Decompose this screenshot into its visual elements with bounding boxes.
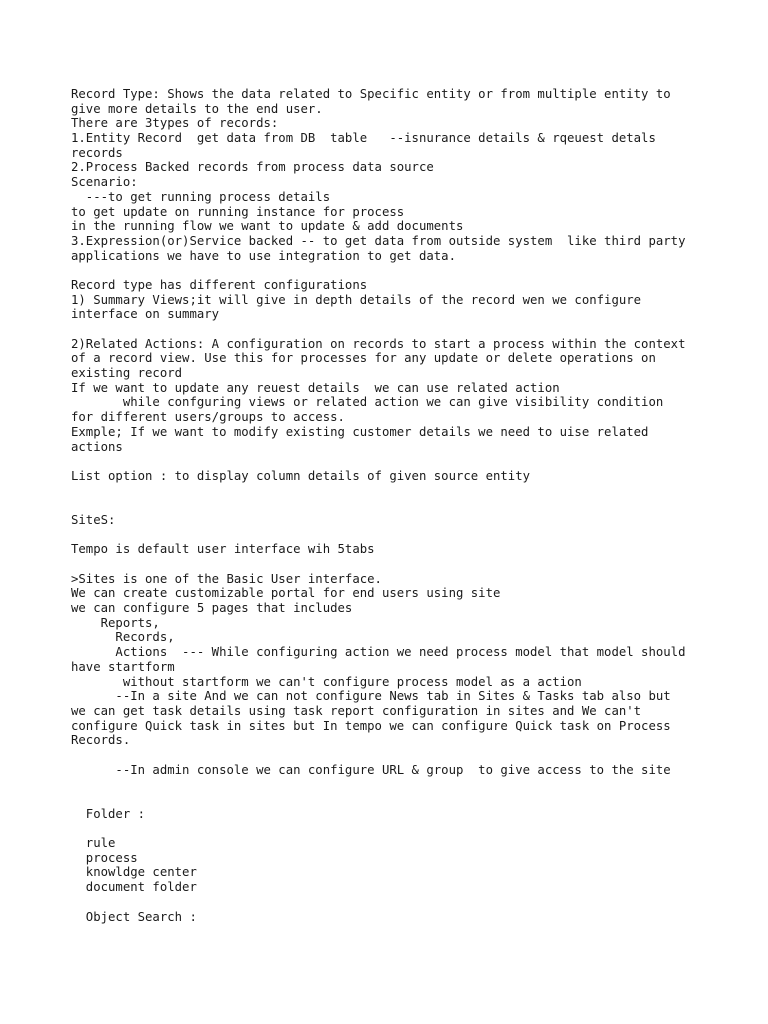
text-line: configure Quick task in sites but In tempo we can configure Quick task on Process: [71, 718, 671, 733]
text-line: 1.Entity Record get data from DB table --isnurance details & rqeuest detals: [71, 131, 656, 146]
text-line: Scenario:: [71, 175, 138, 190]
blank-line: [71, 895, 731, 910]
text-line: >Sites is one of the Basic User interface.: [71, 571, 382, 586]
text-line: records: [71, 145, 123, 160]
text-line: Exmple; If we want to modify existing customer details we need to uise related: [71, 424, 649, 439]
text-line: 3.Expression(or)Service backed -- to get data from outside system like third party: [71, 233, 686, 248]
blank-line: [71, 454, 731, 469]
blank-line: [71, 528, 731, 543]
text-line: applications we have to use integration to get data.: [71, 248, 456, 263]
text-line: interface on summary: [71, 307, 220, 322]
blank-line: [71, 777, 731, 792]
list-item: document folder: [71, 880, 197, 895]
text-line: Record type has different configurations: [71, 277, 368, 292]
text-line: in the running flow we want to update & add documents: [71, 219, 464, 234]
section-heading: Object Search :: [71, 909, 197, 924]
text-line: List option : to display column details of given source entity: [71, 468, 531, 483]
document-page: [71, 87, 731, 924]
text-line: for different users/groups to access.: [71, 410, 345, 425]
text-line: give more details to the end user.: [71, 101, 323, 116]
text-line: we can get task details using task report configuration in sites and We can't: [71, 703, 642, 718]
blank-line: [71, 484, 731, 499]
text-line: Records.: [71, 733, 131, 748]
text-line: we can configure 5 pages that includes: [71, 601, 353, 616]
blank-line: [71, 557, 731, 572]
list-item: process: [71, 850, 138, 865]
text-line: of a record view. Use this for processes for any update or delete operations on: [71, 351, 656, 366]
text-line: Records,: [71, 630, 175, 645]
section-heading: SiteS:: [71, 512, 116, 527]
text-line: 2)Related Actions: A configuration on records to start a process within the context: [71, 336, 686, 351]
list-item: rule: [71, 836, 116, 851]
text-line: actions: [71, 439, 123, 454]
text-line: while confguring views or related action we can give visibility condition: [71, 395, 664, 410]
text-line: Record Type: Shows the data related to Specific entity or from multiple entity to: [71, 87, 671, 101]
text-line: ---to get running process details: [71, 189, 331, 204]
blank-line: [71, 263, 731, 278]
text-line: to get update on running instance for process: [71, 204, 405, 219]
text-line: 1) Summary Views;it will give in depth details of the record wen we configure: [71, 292, 642, 307]
blank-line: [71, 322, 731, 337]
text-line: Tempo is default user interface wih 5tabs: [71, 542, 375, 557]
text-line: --In admin console we can configure URL & group to give access to the site: [71, 762, 671, 777]
text-line: We can create customizable portal for end users using site: [71, 586, 501, 601]
list-item: knowldge center: [71, 865, 197, 880]
text-line: existing record: [71, 366, 183, 381]
blank-line: [71, 748, 731, 763]
text-line: There are 3types of records:: [71, 116, 279, 131]
blank-line: [71, 792, 731, 807]
text-line: --In a site And we can not configure News tab in Sites & Tasks tab also but: [71, 689, 671, 704]
blank-line: [71, 498, 731, 513]
text-line: have startform: [71, 659, 175, 674]
text-line: Reports,: [71, 615, 160, 630]
text-line: 2.Process Backed records from process data source: [71, 160, 434, 175]
blank-line: [71, 821, 731, 836]
text-line: If we want to update any reuest details we can use related action: [71, 380, 560, 395]
text-line: without startform we can't configure process model as a action: [71, 674, 582, 689]
text-line: Actions --- While configuring action we need process model that model should: [71, 645, 686, 660]
section-heading: Folder :: [71, 806, 146, 821]
